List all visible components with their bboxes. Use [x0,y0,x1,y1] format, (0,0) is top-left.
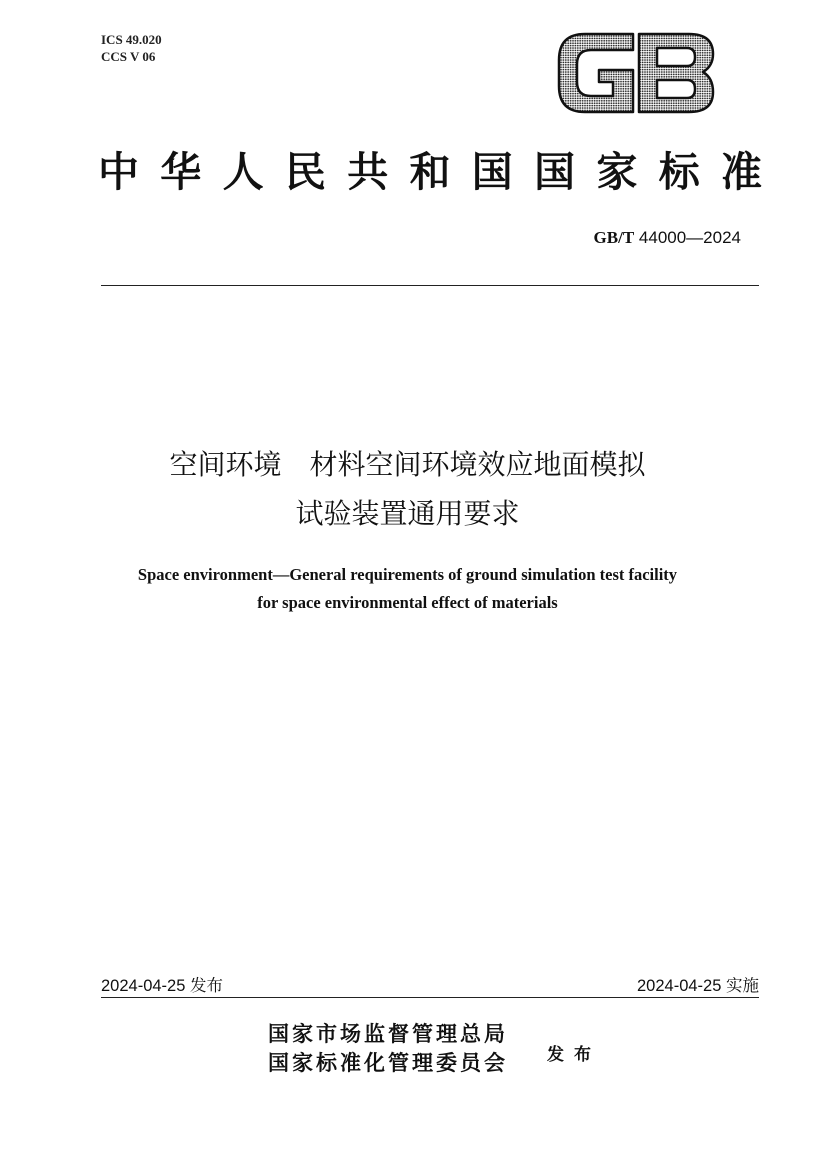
chinese-title-line-2: 试验装置通用要求 [295,497,520,530]
ics-code: ICS 49.020 [101,32,162,47]
implementation-date: 2024-04-25 实施 [637,977,759,995]
bottom-divider [101,997,759,998]
publish-label: 发布 [547,1045,601,1065]
standard-number [594,228,741,248]
standard-code: GB/T [593,228,635,247]
classification-codes [101,31,162,65]
chinese-title-line-1: 空间环境 材料空间环境效应地面模拟 [169,448,646,481]
standard-number-value: 44000—2024 [638,228,741,247]
english-title-line-1: Space environment—General requirements of ground simulation test facility [137,565,678,584]
gb-logo-icon [555,30,717,116]
top-divider [101,285,759,286]
issuer-samr: 国家市场监督管理总局 [268,1021,508,1046]
english-title-line-2: for space environmental effect of materials [257,593,558,612]
national-standard-title: 中华人民共和国国家标准 [98,148,764,196]
publish-date: 2024-04-25 发布 [101,977,223,995]
ccs-code: CCS V 06 [101,49,156,64]
issuer-sac: 国家标准化管理委员会 [268,1050,508,1075]
